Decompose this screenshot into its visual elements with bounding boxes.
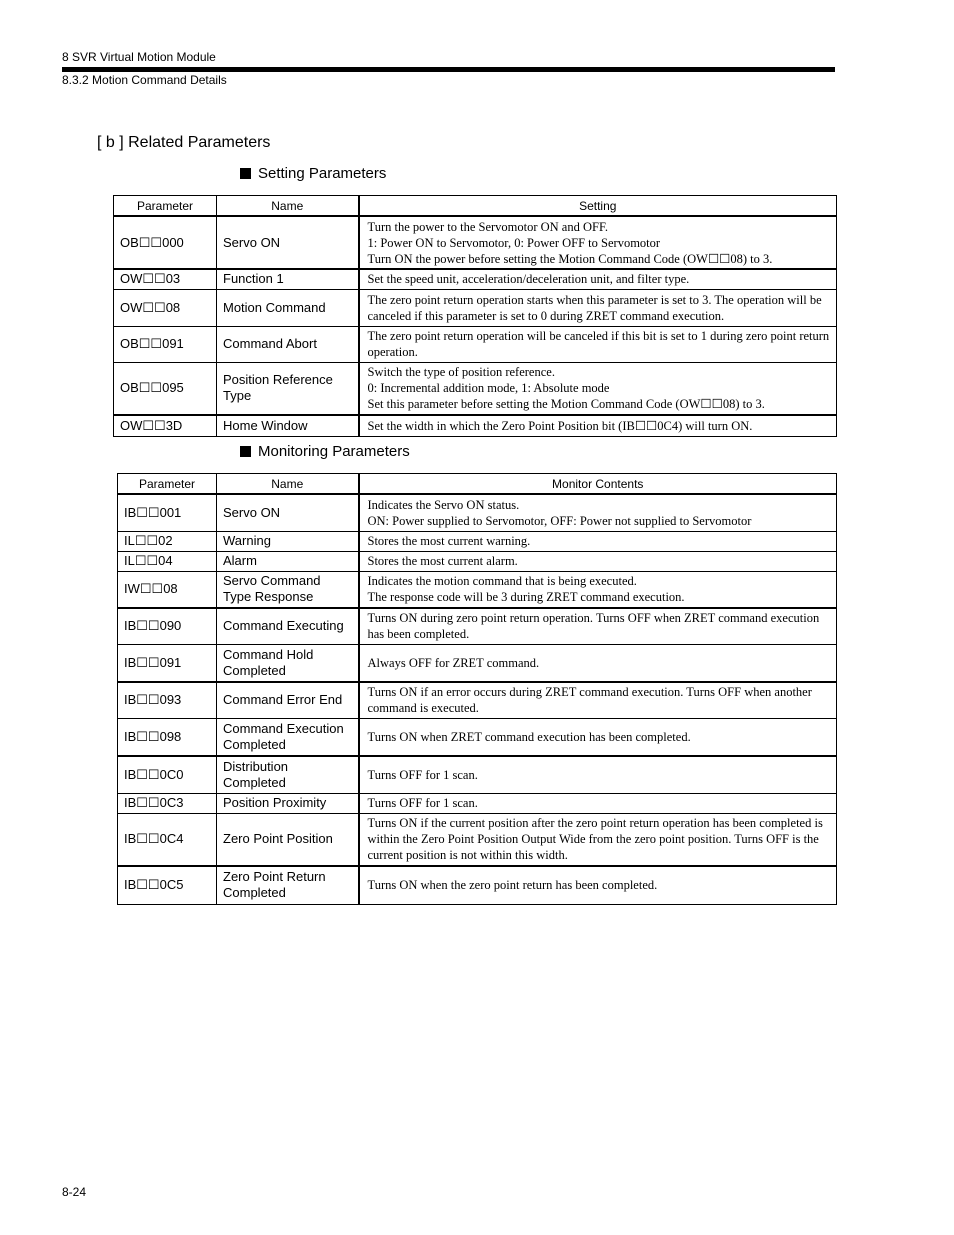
description-cell: The zero point return operation starts when this parameter is set to 3. The operation will be canceled if this parameter is set to 0 during ZRET command execution. xyxy=(359,289,837,326)
description-cell: Turns OFF for 1 scan. xyxy=(359,793,837,813)
description-cell: Turns ON during zero point return operation. Turns OFF when ZRET command execution has been completed. xyxy=(359,608,837,644)
parameter-cell: IB☐☐001 xyxy=(118,494,217,531)
name-cell: Command Hold Completed xyxy=(217,644,359,682)
table-row xyxy=(118,866,837,904)
square-bullet-icon xyxy=(240,446,251,457)
related-parameters-heading: [ b ] Related Parameters xyxy=(97,134,271,151)
description-cell: Turns ON if an error occurs during ZRET command execution. Turns OFF when another command is executed. xyxy=(359,682,837,718)
column-header-name: Name xyxy=(217,196,359,217)
column-header-parameter: Parameter xyxy=(114,196,217,217)
description-cell: The zero point return operation will be canceled if this bit is set to 1 during zero point return operation. xyxy=(359,326,837,362)
table-row xyxy=(118,571,837,608)
square-bullet-icon xyxy=(240,168,251,179)
name-cell: Position Proximity xyxy=(217,793,359,813)
parameter-cell: IB☐☐0C4 xyxy=(118,813,217,866)
parameter-cell: IB☐☐090 xyxy=(118,608,217,644)
name-cell: Command Executing xyxy=(217,608,359,644)
table-row xyxy=(114,216,837,269)
table-row xyxy=(114,269,837,289)
header-rule xyxy=(62,67,835,72)
table-row xyxy=(118,608,837,644)
name-cell: Servo Command Type Response xyxy=(217,571,359,608)
parameter-cell: IB☐☐091 xyxy=(118,644,217,682)
table-row xyxy=(114,415,837,436)
parameter-cell: OB☐☐095 xyxy=(114,362,217,415)
description-cell: Stores the most current alarm. xyxy=(359,551,837,571)
table-row xyxy=(114,326,837,362)
table-row xyxy=(118,682,837,718)
setting-parameters-table xyxy=(113,195,837,437)
description-cell: Set the width in which the Zero Point Position bit (IB☐☐0C4) will turn ON. xyxy=(359,415,837,436)
name-cell: Command Execution Completed xyxy=(217,718,359,756)
parameter-cell: IW☐☐08 xyxy=(118,571,217,608)
parameter-cell: OB☐☐000 xyxy=(114,216,217,269)
table-row xyxy=(114,362,837,415)
name-cell: Distribution Completed xyxy=(217,756,359,793)
table-row xyxy=(118,644,837,682)
description-cell: Turns OFF for 1 scan. xyxy=(359,756,837,793)
column-header-setting: Setting xyxy=(359,196,837,217)
table-row xyxy=(118,718,837,756)
name-cell: Command Error End xyxy=(217,682,359,718)
description-cell: Turns ON when ZRET command execution has been completed. xyxy=(359,718,837,756)
name-cell: Servo ON xyxy=(217,494,359,531)
name-cell: Command Abort xyxy=(217,326,359,362)
description-cell: Set the speed unit, acceleration/deceleration unit, and filter type. xyxy=(359,269,837,289)
parameter-cell: IB☐☐098 xyxy=(118,718,217,756)
setting-parameters-title xyxy=(240,165,386,182)
table-row xyxy=(114,289,837,326)
parameter-cell: OB☐☐091 xyxy=(114,326,217,362)
name-cell: Alarm xyxy=(217,551,359,571)
table-row xyxy=(118,793,837,813)
column-header-monitor-contents: Monitor Contents xyxy=(359,474,837,495)
name-cell: Function 1 xyxy=(217,269,359,289)
parameter-cell: IB☐☐093 xyxy=(118,682,217,718)
monitoring-parameters-table xyxy=(117,473,837,905)
parameter-cell: IL☐☐02 xyxy=(118,531,217,551)
name-cell: Zero Point Position xyxy=(217,813,359,866)
description-cell: Indicates the motion command that is being executed. The response code will be 3 during ZRET command execution. xyxy=(359,571,837,608)
monitoring-parameters-label: Monitoring Parameters xyxy=(258,443,410,460)
name-cell: Servo ON xyxy=(217,216,359,269)
setting-parameters-label: Setting Parameters xyxy=(258,165,387,182)
description-cell: Switch the type of position reference. 0: Incremental addition mode, 1: Absolute mode Set this parameter before setting the Motion Command Code (OW☐☐08) to 3. xyxy=(359,362,837,415)
column-header-name: Name xyxy=(217,474,359,495)
table-row xyxy=(118,813,837,866)
monitoring-parameters-title xyxy=(240,443,410,460)
description-cell: Turn the power to the Servomotor ON and OFF. 1: Power ON to Servomotor, 0: Power OFF to Servomotor Turn ON the power before setting the Motion Command Code (OW☐☐08) to 3. xyxy=(359,216,837,269)
section-header: 8.3.2 Motion Command Details xyxy=(62,73,227,87)
parameter-cell: OW☐☐08 xyxy=(114,289,217,326)
description-cell: Turns ON when the zero point return has been completed. xyxy=(359,866,837,904)
page-number: 8-24 xyxy=(62,1185,87,1199)
description-cell: Turns ON if the current position after the zero point return operation has been completed is within the Zero Point Position Output Wide from the zero point position. Turns OFF is the current position is not within this width. xyxy=(359,813,837,866)
table-row xyxy=(118,551,837,571)
description-cell: Indicates the Servo ON status. ON: Power supplied to Servomotor, OFF: Power not supplied to Servomotor xyxy=(359,494,837,531)
description-cell: Always OFF for ZRET command. xyxy=(359,644,837,682)
column-header-parameter: Parameter xyxy=(118,474,217,495)
parameter-cell: IL☐☐04 xyxy=(118,551,217,571)
parameter-cell: IB☐☐0C0 xyxy=(118,756,217,793)
name-cell: Position Reference Type xyxy=(217,362,359,415)
table-row xyxy=(118,531,837,551)
parameter-cell: OW☐☐03 xyxy=(114,269,217,289)
name-cell: Zero Point Return Completed xyxy=(217,866,359,904)
chapter-header: 8 SVR Virtual Motion Module xyxy=(62,50,216,64)
name-cell: Motion Command xyxy=(217,289,359,326)
table-row xyxy=(118,756,837,793)
description-cell: Stores the most current warning. xyxy=(359,531,837,551)
name-cell: Warning xyxy=(217,531,359,551)
parameter-cell: IB☐☐0C3 xyxy=(118,793,217,813)
table-row xyxy=(118,494,837,531)
parameter-cell: OW☐☐3D xyxy=(114,415,217,436)
name-cell: Home Window xyxy=(217,415,359,436)
parameter-cell: IB☐☐0C5 xyxy=(118,866,217,904)
